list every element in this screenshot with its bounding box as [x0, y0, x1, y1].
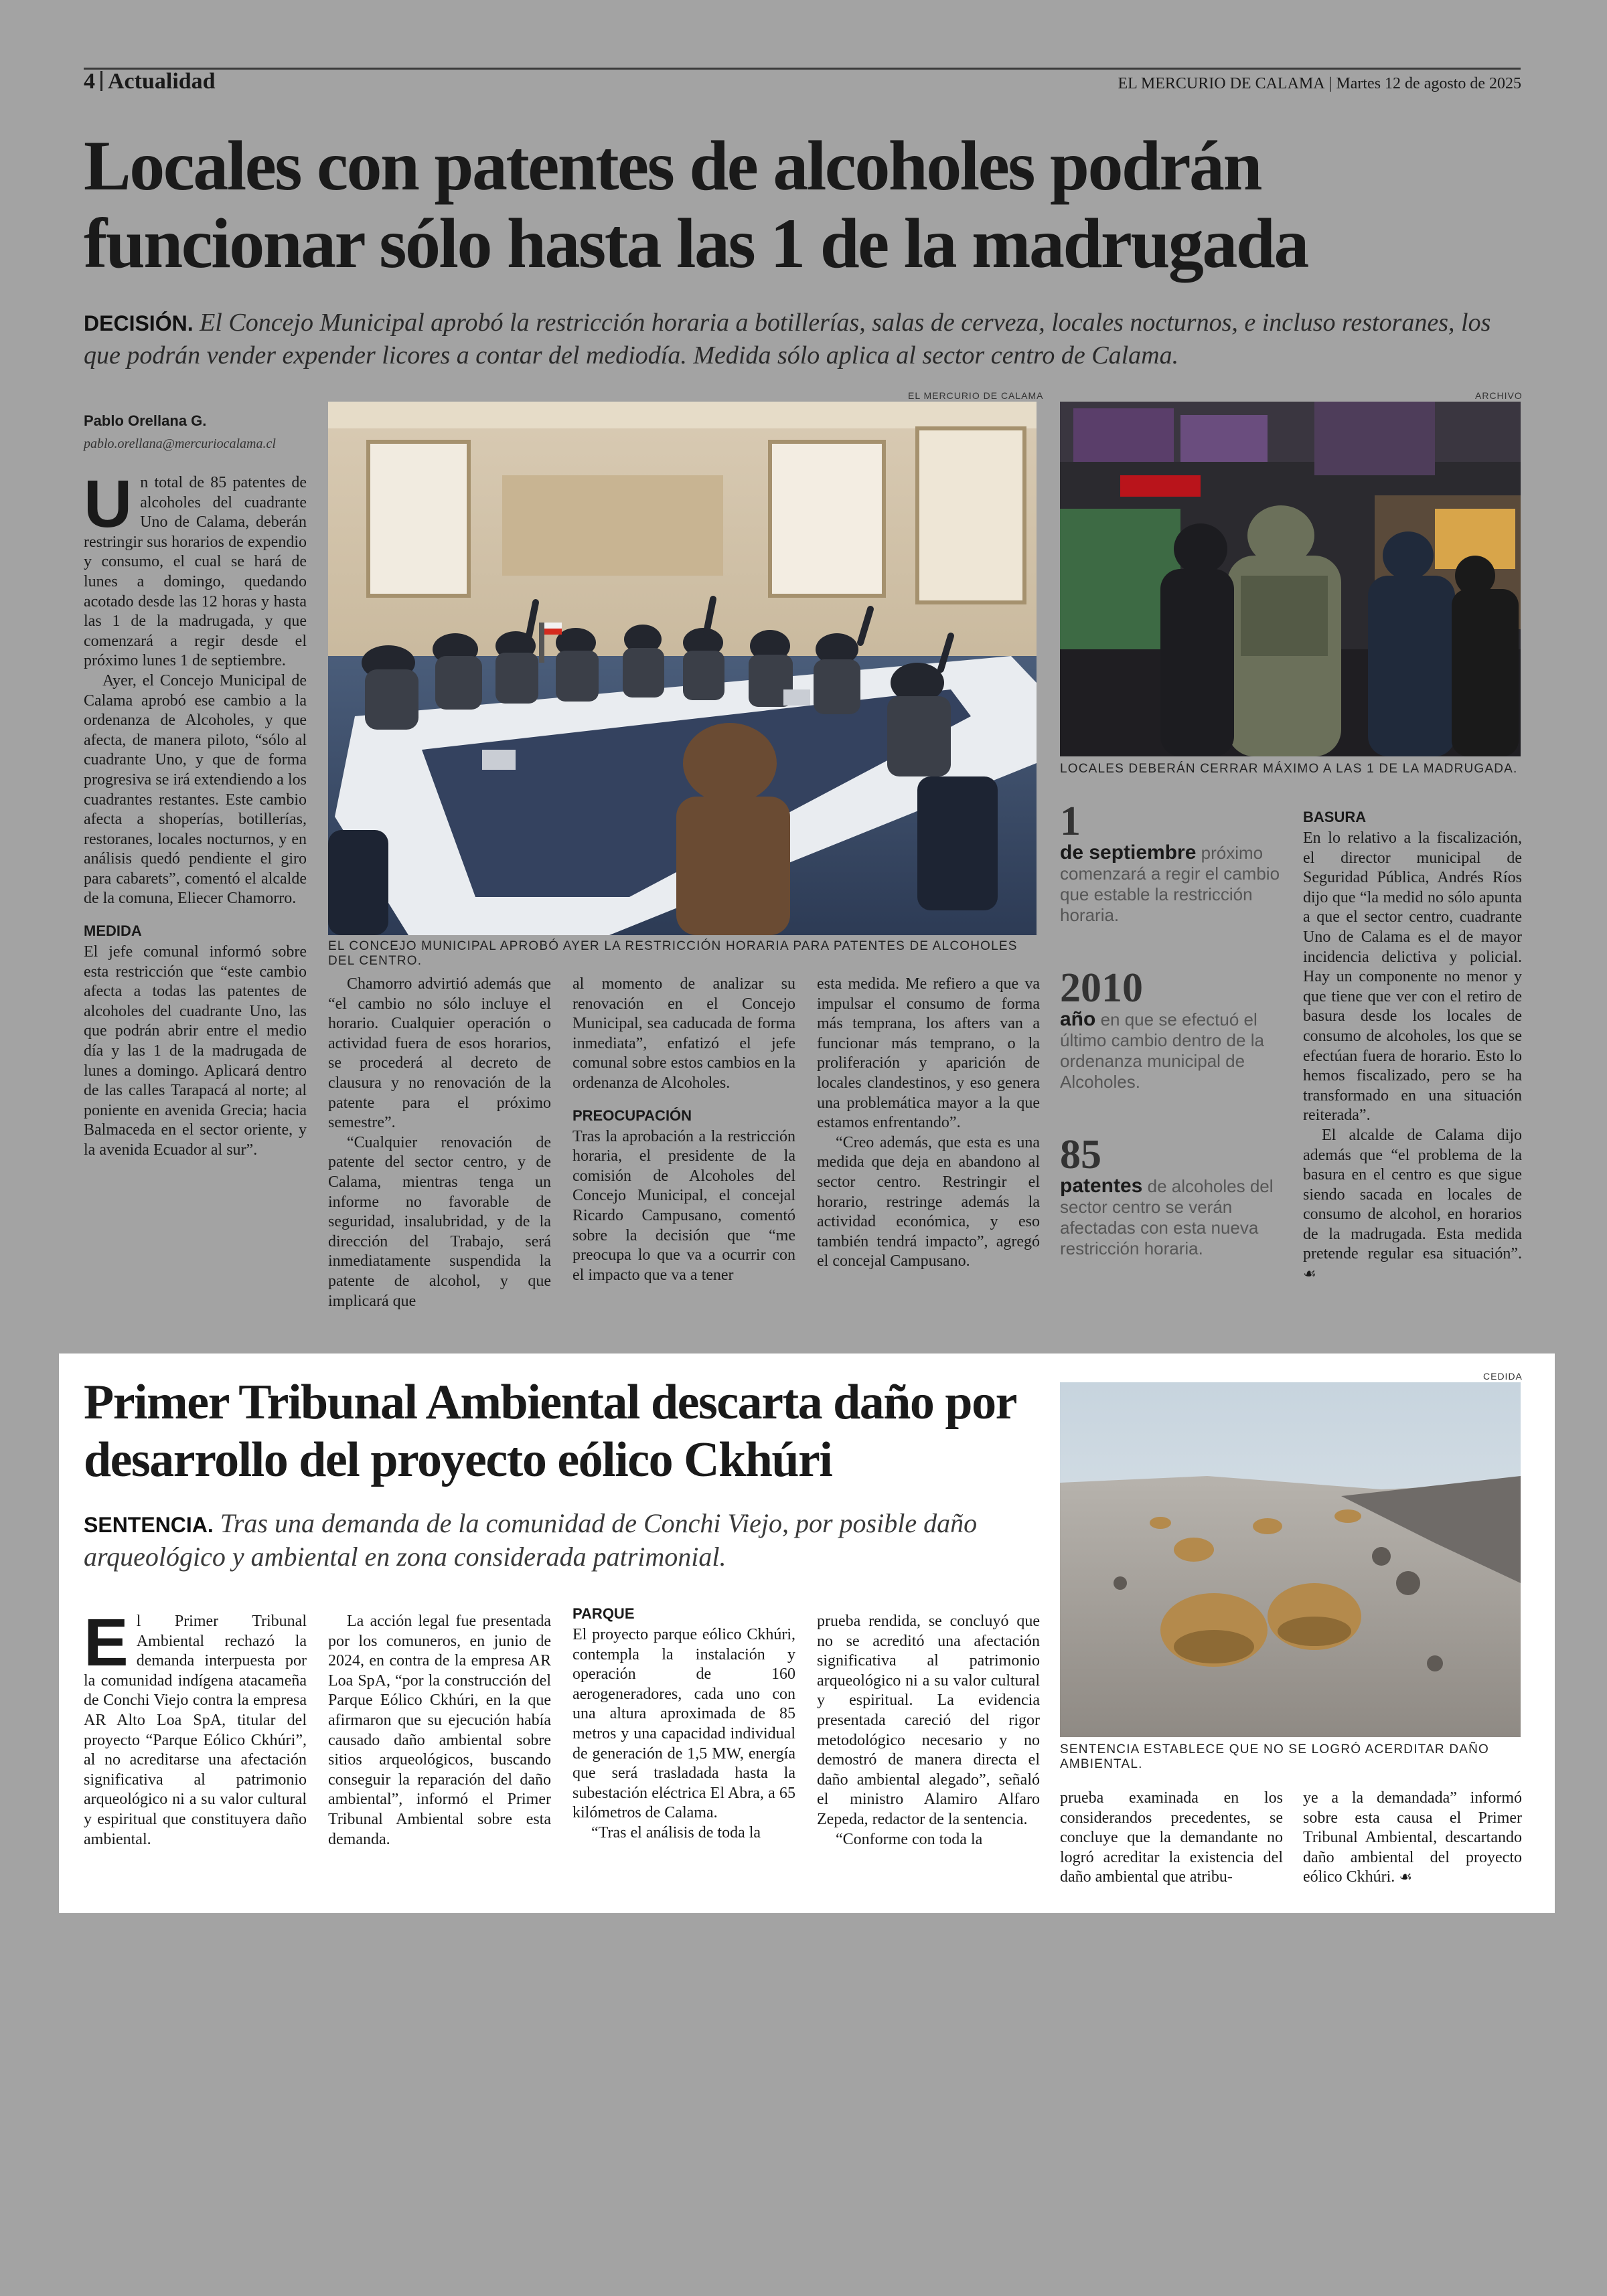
photo3-caption: SENTENCIA ESTABLECE QUE NO SE LOGRÓ ACERDITAR DAÑO AMBIENTAL. — [1060, 1742, 1490, 1771]
page-header-right: EL MERCURIO DE CALAMA | Martes 12 de agosto de 2025 — [1118, 75, 1521, 92]
fact-number: 1 — [1060, 799, 1081, 844]
article1-column-4 — [817, 975, 1040, 1272]
subhead-preocupacion: PREOCUPACIÓN — [572, 1106, 692, 1124]
article1-col4-paragraph-2: “Creo además, que esta es una medida que deja en abandono al sector centro. Restringir el horario, restringe además la actividad económica, y eso también tendrá impacto”, agregó el concejal Campusano. — [817, 1133, 1040, 1270]
fact-text: patentes de alcoholes del sector centro se verán afectadas con esta nueva restricción horaria. — [1060, 1175, 1274, 1258]
photo1-caption: EL CONCEJO MUNICIPAL APROBÓ AYER LA RESTRICCIÓN HORARIA PARA PATENTES DE ALCOHOLES DEL CENTRO. — [328, 939, 1018, 968]
author-email: pablo.orellana@mercuriocalama.cl — [84, 436, 276, 451]
article1-col3-paragraph-2: Tras la aprobación a la restricción horaria, el presidente de la comisión de Alcoholes del Concejo Municipal, el concejal Ricardo Campusano, comentó sobre la decisión que “me preocupa lo que va a ocurrir con el impacto que va a tener — [572, 1127, 795, 1284]
dropcap: U — [84, 467, 133, 542]
fact-item — [1060, 967, 1281, 1092]
article1-col1-paragraph-3: El jefe comunal informó sobre esta restricción que “este cambio afecta a todas las patentes de alcoholes del cuadrante Uno, las que podrán abrir entre el medio día y las 1 de la madrugada de lunes a domingo. Aplicará dentro de las calles Tarapacá al norte; al poniente en avenida Grecia; hacia Balmaceda en el sector oriente, y la avenida Ecuador al sur”. — [84, 943, 307, 1159]
photo2-caption: LOCALES DEBERÁN CERRAR MÁXIMO A LAS 1 DE LA MADRUGADA. — [1060, 762, 1518, 776]
article2-column-5 — [1060, 1789, 1283, 1888]
article1-col1-paragraph-1 — [84, 467, 307, 671]
article1-col6-paragraph-1: En lo relativo a la fiscalización, el director municipal de Seguridad Pública, Andrés Ríos dijo que “la medid no sólo apunta a que el sector centro, cuadrante Uno de Calama es el de mayor incidencia delictiva y policial. Hay un componente no menor y que tiene que ver con el retiro de basura desde los locales de consumo de alcoholes, los que se efectúan fuera de horario. Esto lo hemos fiscalizado, pero se ha transformado en una situación reiterada”. — [1303, 829, 1522, 1125]
photo1-credit: EL MERCURIO DE CALAMA — [908, 390, 1044, 401]
article2-col5-paragraph-1: prueba examinada en los considerandos precedentes, se concluye que la demandante no logró acreditar la existencia del daño ambiental que atribu- — [1060, 1789, 1283, 1886]
fact-number: 85 — [1060, 1132, 1101, 1177]
article1-byline — [84, 410, 305, 455]
header-rule — [84, 68, 1521, 70]
article2-lead-text: Tras una demanda de la comunidad de Conchi Viejo, por posible daño arqueológico y ambiental en zona considerada patrimonial. — [84, 1508, 978, 1572]
article2-column-6 — [1303, 1789, 1522, 1888]
article1-headline: Locales con patentes de alcoholes podrán funcionar sólo hasta las 1 de la madrugada — [84, 127, 1308, 282]
article2-col1-paragraph-1: El Primer Tribunal Ambiental rechazó la demanda interpuesta por la comunidad indígena atacameña de Conchi Viejo contra la empresa AR Alto Loa SpA, titular del proyecto “Parque Eólico Ckhúri”, al no acreditarse una afectación significativa al patrimonio arqueológico ni a su valor cultural y espiritual que constituyera daño ambiental. — [84, 1605, 307, 1848]
facts-box — [1060, 801, 1281, 1259]
fact-text: de septiembre próximo comenzará a regir el cambio que estable la restricción horaria. — [1060, 841, 1280, 925]
article2-col4-paragraph-1: prueba rendida, se concluyó que no se acreditó una afectación significativa al patrimonio arqueológico ni a su valor cultural y espiritual. La evidencia presentada careció del rigor metodológico necesario y no demostró de manera directa el daño ambiental alegado”, señaló el ministro Alamiro Alfaro Zepeda, redactor de la sentencia. — [817, 1613, 1040, 1828]
subhead-parque: PARQUE — [572, 1605, 635, 1622]
article1-col1-paragraph-2: Ayer, el Concejo Municipal de Calama aprobó ese cambio a la ordenanza de Alcoholes, y que afecta, de manera piloto, “sólo al cuadrante Uno, y que de forma progresiva se irá extendiendo a los cuadrantes restantes. Este cambio afecta a shoperías, botillerías, restoranes, locales nocturnos, y en análisis quedó pendiente el giro para cabarets”, comentó el alcalde de la comuna, Eliecer Chamorro. — [84, 671, 307, 908]
article1-column-6 — [1303, 802, 1522, 1285]
fact-number: 2010 — [1060, 965, 1143, 1011]
header-separator — [100, 71, 102, 91]
author-name: Pablo Orellana G. — [84, 412, 207, 429]
article1-kicker: DECISIÓN. — [84, 311, 194, 335]
article2-column-4 — [817, 1612, 1040, 1850]
page-header-left — [84, 68, 216, 95]
article1-column-2 — [328, 975, 551, 1311]
article2-lead — [84, 1507, 1048, 1573]
article1-col2-paragraph-2: “Cualquier renovación de patente del sector centro, y de Calama, mientras tenga un informe no favorable de seguridad, insalubridad, y de la dirección del Trabajo, será inmediatamente suspendida la patente de alcohol, y que implicará que — [328, 1133, 551, 1310]
article1-column-3 — [572, 975, 795, 1285]
article2-col3-paragraph-1: El proyecto parque eólico Ckhúri, contempla la instalación y operación de 160 aerogeneradores, cada uno con una altura aproximada de 85 metros y una capacidad individual de generación de 1,5 MW, energía que será trasladada hasta la subestación eléctrica El Abra, a 65 kilómetros de Calama. — [572, 1626, 795, 1822]
fact-text: año en que se efectuó el último cambio dentro de la ordenanza municipal de Alcoholes. — [1060, 1008, 1264, 1092]
article1-col4-paragraph-1: esta medida. Me refiero a que va impulsar el consumo de forma más temprana, los afters van a funcionar más temprano, o la proliferación y aparición de locales clandestinos, y eso genera una problemática mayor a la que estamos enfrentando”. — [817, 975, 1040, 1132]
article1-column-1 — [84, 467, 307, 1161]
article2-col2-paragraph-1: La acción legal fue presentada por los comuneros, en junio de 2024, en contra de la empresa AR Loa SpA, “por la construcción del Parque Eólico Ckhúri, en la que afirmaron que su ejecución había causado daño ambiental sobre sitios arqueológicos, buscando conseguir la reparación del daño ambiental”, informó el Primer Tribunal Ambiental sobre esta demanda. — [328, 1613, 551, 1848]
issue-date: Martes 12 de agosto de 2025 — [1336, 75, 1521, 92]
article2-col4-paragraph-2: “Conforme con toda la — [836, 1830, 983, 1848]
article2-column-3 — [572, 1604, 795, 1843]
article2-column-1 — [84, 1605, 307, 1850]
fact-item — [1060, 801, 1281, 926]
subhead-basura: BASURA — [1303, 809, 1367, 825]
dropcap: E — [84, 1605, 129, 1680]
article2-headline: Primer Tribunal Ambiental descarta daño por desarrollo del proyecto eólico Ckhúri — [84, 1375, 1016, 1487]
article1-lead-text: El Concejo Municipal aprobó la restricción horaria a botillerías, salas de cerveza, locales nocturnos, e incluso restoranes, los que podrán vender expender licores a contar del mediodía. Medida sólo aplica al sector centro de Calama. — [84, 309, 1491, 370]
article1-col2-paragraph-1: Chamorro advirtió además que “el cambio no sólo incluye el horario. Cualquier operación o actividad fuera de esos horarios, se procederá al decreto de clausura y no renovación de la patente para el próximo semestre”. — [328, 975, 551, 1132]
article2-col3-paragraph-2: “Tras el análisis de toda la — [591, 1823, 761, 1841]
article2-kicker: SENTENCIA. — [84, 1513, 214, 1537]
article1-col6-paragraph-2: El alcalde de Calama dijo además que “el problema de la basura en el centro es que sigue siendo sacada en locales de consumo de alcohol, en horarios de la madrugada. Esta medida pretende regular esa situación”. ☙ — [1303, 1126, 1522, 1283]
photo3-credit: CEDIDA — [1483, 1371, 1523, 1382]
council-meeting-photo — [328, 402, 1037, 935]
newspaper-name: EL MERCURIO DE CALAMA — [1118, 75, 1325, 92]
fact-item — [1060, 1134, 1281, 1259]
section-name: Actualidad — [108, 69, 216, 94]
article1-col3-paragraph-1: al momento de analizar su renovación en el Concejo Municipal, sea caducada de forma inmediata”, enfatizó el jefe comunal sobre estos cambios en la ordenanza de Alcoholes. — [572, 975, 795, 1092]
article1-col1-text-1: n total de 85 patentes de alcoholes del cuadrante Uno de Calama, deberán restringir sus horarios de expendio y consumo, el cual se hará de lunes a domingo, quedando acotado desde las 12 horas y hasta las 1 de la madrugada, y que comenzará a regir desde el próximo lunes 1 de septiembre. — [84, 474, 307, 670]
end-mark-icon: ☙ — [1303, 1266, 1316, 1283]
end-mark-icon: ☙ — [1399, 1869, 1413, 1886]
desert-landscape-photo — [1060, 1382, 1521, 1737]
article2-column-2 — [328, 1612, 551, 1850]
article2-col6-paragraph-1: ye a la demandada” informó sobre esta causa el Primer Tribunal Ambiental, descartando daño ambiental del proyecto eólico Ckhúri. ☙ — [1303, 1789, 1522, 1886]
photo2-credit: ARCHIVO — [1475, 390, 1523, 401]
page-number: 4 — [84, 69, 95, 94]
police-inspection-photo — [1060, 402, 1521, 756]
article1-lead — [84, 307, 1521, 372]
subhead-medida: MEDIDA — [84, 922, 142, 940]
